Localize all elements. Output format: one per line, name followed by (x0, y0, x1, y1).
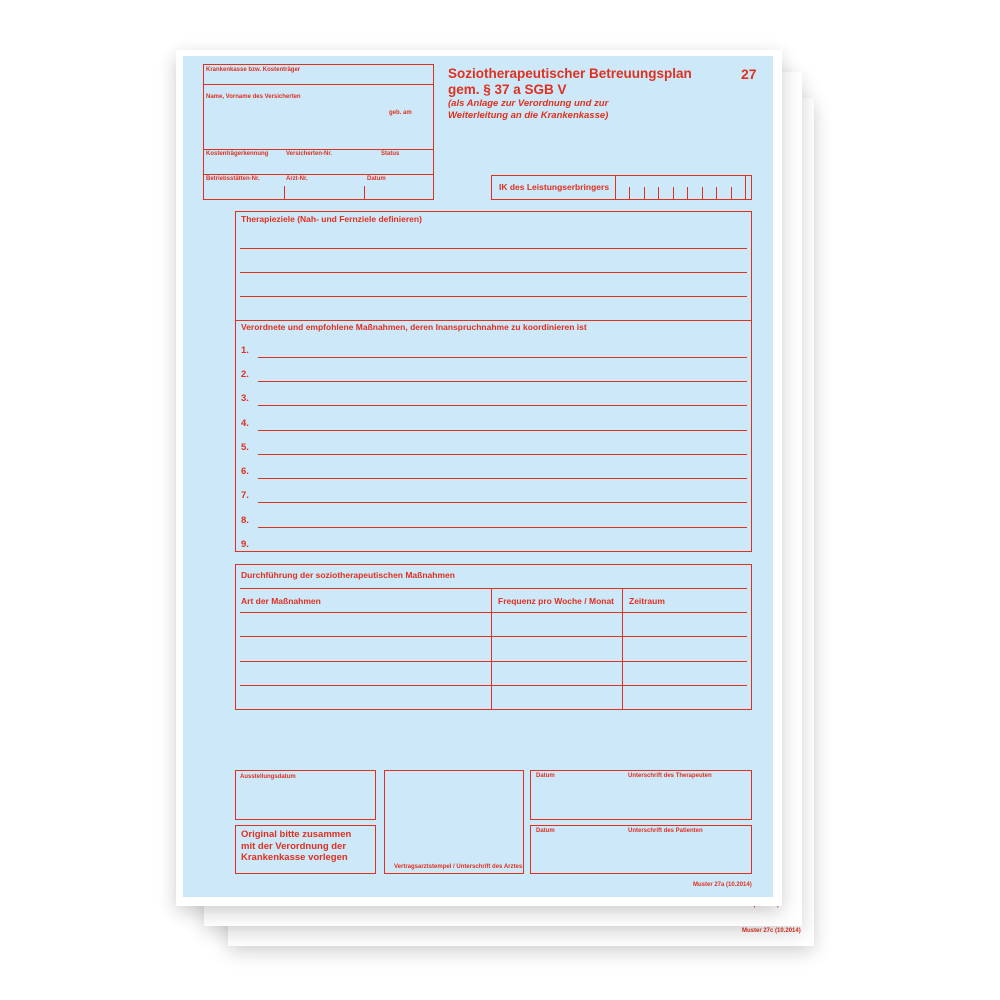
issue-date-label: Ausstellungsdatum (240, 774, 296, 780)
status-label: Status (381, 151, 400, 157)
measure-line[interactable] (258, 502, 747, 503)
measures-label: Verordnete und empfohlene Maßnahmen, deren Inanspruchnahme zu koordinieren ist (241, 322, 587, 332)
measure-number: 9. (241, 539, 249, 550)
notice-text: Original bitte zusammen mit der Verordnung der Krankenkasse vorlegen (241, 829, 352, 863)
form-title: Soziotherapeutischer Betreuungsplan gem. § 37 a SGB V (448, 66, 692, 97)
doctor-stamp-box[interactable] (384, 770, 524, 874)
execution-table (235, 564, 752, 710)
measure-number: 4. (241, 418, 249, 429)
measure-line[interactable] (258, 527, 747, 528)
measure-number: 6. (241, 466, 249, 477)
measure-number: 8. (241, 515, 249, 526)
measure-line[interactable] (258, 430, 747, 431)
execution-label: Durchführung der soziotherapeutischen Maßnahmen (241, 570, 455, 580)
measure-number: 7. (241, 490, 249, 501)
form-subtitle: (als Anlage zur Verordnung und zur Weiterleitung an die Krankenkasse) (448, 98, 609, 121)
col-period-header: Zeitraum (629, 596, 665, 606)
measure-number: 5. (241, 442, 249, 453)
insured-no-label: Versicherten-Nr. (286, 151, 333, 157)
measure-line[interactable] (258, 381, 747, 382)
name-label: Name, Vorname des Versicherten (206, 94, 301, 100)
col-frequency-header: Frequenz pro Woche / Monat (498, 596, 615, 606)
stamp-label: Vertragsarztstempel / Unterschrift des Arztes (394, 864, 523, 870)
goals-label: Therapieziele (Nah- und Fernziele definieren) (241, 214, 422, 224)
col-type-header: Art der Maßnahmen (241, 596, 321, 606)
insurer-id-label: Kostenträgerkennung (206, 151, 269, 157)
therapist-date-label: Datum (536, 773, 555, 779)
goal-line[interactable] (240, 248, 747, 249)
table-row[interactable] (240, 685, 747, 686)
footer-code-a: Muster 27a (10.2014) (693, 882, 752, 888)
measure-line[interactable] (258, 357, 747, 358)
form-sheet (183, 56, 773, 897)
form-number: 27 (741, 66, 757, 82)
measure-number: 2. (241, 369, 249, 380)
measure-line[interactable] (258, 478, 747, 479)
doctor-no-label: Arzt-Nr. (286, 176, 308, 182)
patient-sign-label: Unterschrift des Patienten (628, 828, 703, 834)
measure-number: 3. (241, 393, 249, 404)
measure-line[interactable] (258, 454, 747, 455)
ik-label: IK des Leistungserbringers (499, 182, 610, 192)
patient-date-label: Datum (536, 828, 555, 834)
goal-line[interactable] (240, 296, 747, 297)
birth-label: geb. am (389, 110, 412, 116)
date-label: Datum (367, 176, 386, 182)
goal-line[interactable] (240, 272, 747, 273)
measure-line[interactable] (258, 405, 747, 406)
therapist-sign-label: Unterschrift des Therapeuten (628, 773, 712, 779)
site-no-label: Betriebsstätten-Nr. (206, 176, 260, 182)
table-row[interactable] (240, 612, 747, 613)
table-row[interactable] (240, 636, 747, 637)
insurer-label: Krankenkasse bzw. Kostenträger (206, 67, 301, 73)
measure-number: 1. (241, 345, 249, 356)
footer-code-c: Muster 27c (10.2014) (742, 928, 801, 934)
table-row[interactable] (240, 661, 747, 662)
